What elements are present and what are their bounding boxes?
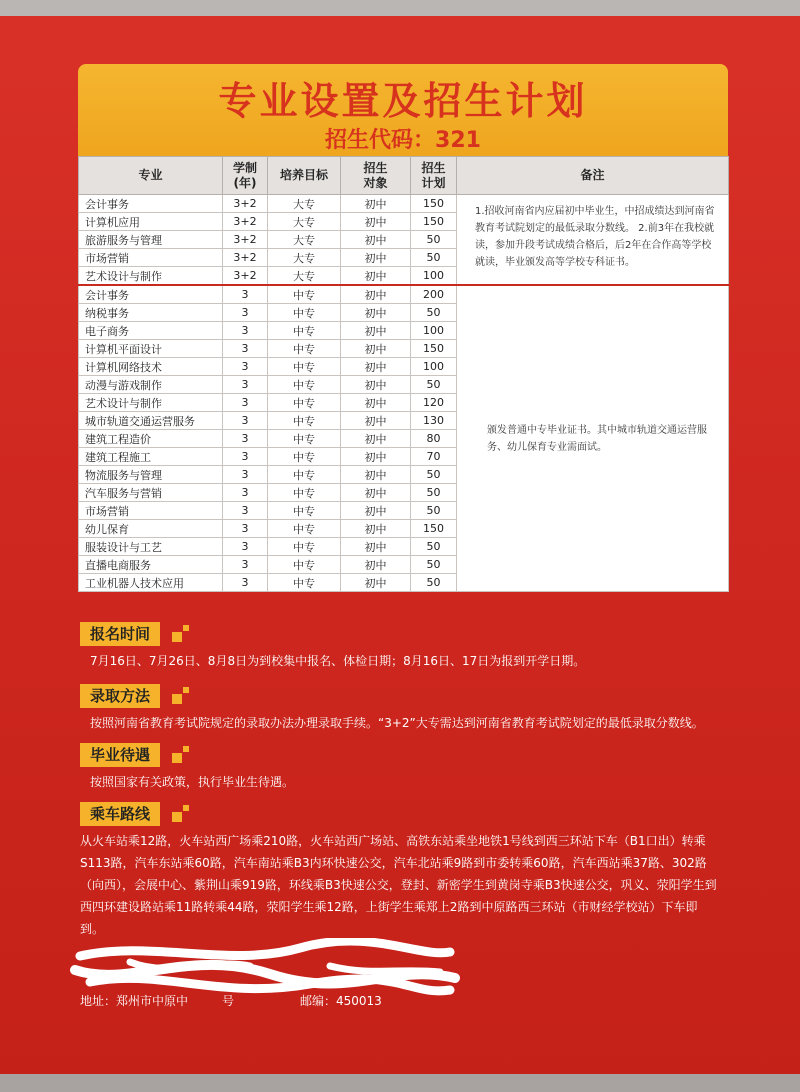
top-margin [0, 0, 800, 16]
cell-major: 汽车服务与营销 [79, 484, 223, 502]
enrollment-code: 招生代码：321 [325, 128, 481, 153]
table-header-cell: 专业 [79, 157, 223, 195]
cell-years: 3 [223, 394, 268, 412]
registration-text: 7月16日、7月26日、8月8日为到校集中报名、体检日期；8月16日、17日为报到开学日期。 [90, 654, 586, 668]
table-row [79, 285, 729, 304]
cell-goal: 中专 [268, 394, 341, 412]
registration-section [80, 622, 585, 672]
table-header-cell: 学制 (年) [223, 157, 268, 195]
cell-target: 初中 [341, 556, 411, 574]
cell-goal: 中专 [268, 322, 341, 340]
cell-goal: 中专 [268, 340, 341, 358]
cell-years: 3 [223, 538, 268, 556]
cell-target: 初中 [341, 195, 411, 213]
cell-goal: 大专 [268, 267, 341, 286]
table-row [79, 195, 729, 213]
cell-plan: 100 [411, 322, 457, 340]
route-text: 从火车站乘12路，火车站西广场乘210路，火车站西广场站、高铁东站乘坐地铁1号线到西三环站下车（B1口出）转乘S113路，汽车东站乘60路，汽车南站乘B3内环快速公交，汽车北站乘9路到市委转乘60路，汽车西站乘37路、302路（向西），会展中心、紫荆山乘919路，环线乘B3快速公交，登封、新密学生到黄岗寺乘B3快速公交，巩义、荥阳学生到西四环建设路站乘11路转乘44路，荥阳学生乘12路，上街学生乘郑上2路到中原路西三环站（市财经学校站）下车即到。 [80, 834, 717, 936]
cell-years: 3 [223, 285, 268, 304]
cell-major: 计算机网络技术 [79, 358, 223, 376]
admission-section [80, 684, 704, 734]
cell-major: 建筑工程造价 [79, 430, 223, 448]
cell-plan: 70 [411, 448, 457, 466]
cell-plan: 50 [411, 249, 457, 267]
cell-years: 3 [223, 430, 268, 448]
cell-goal: 大专 [268, 213, 341, 231]
cell-target: 初中 [341, 358, 411, 376]
cell-major: 会计事务 [79, 285, 223, 304]
table-header-cell: 招生 计划 [411, 157, 457, 195]
cell-target: 初中 [341, 466, 411, 484]
cell-major: 计算机平面设计 [79, 340, 223, 358]
cell-major: 纳税事务 [79, 304, 223, 322]
cell-years: 3+2 [223, 213, 268, 231]
cell-years: 3+2 [223, 231, 268, 249]
cell-years: 3 [223, 376, 268, 394]
remark-cell: 1.招收河南省内应届初中毕业生，中招成绩达到河南省教育考试院划定的最低录取分数线。 2.前3年在我校就读，参加升段考试成绩合格后，后2年在合作高等学校就读，毕业颁发高等学校专科证书。 [457, 195, 729, 286]
cell-years: 3 [223, 484, 268, 502]
enrollment-table [78, 156, 729, 592]
cell-plan: 50 [411, 304, 457, 322]
cell-plan: 50 [411, 484, 457, 502]
cell-plan: 50 [411, 556, 457, 574]
graduation-text: 按照国家有关政策，执行毕业生待遇。 [90, 775, 295, 789]
cell-target: 初中 [341, 249, 411, 267]
table-header-cell: 培养目标 [268, 157, 341, 195]
cell-years: 3 [223, 358, 268, 376]
cell-goal: 中专 [268, 304, 341, 322]
remark-cell: 颁发普通中专毕业证书。其中城市轨道交通运营服务、幼儿保育专业需面试。 [457, 285, 729, 592]
cell-plan: 100 [411, 358, 457, 376]
cell-plan: 50 [411, 538, 457, 556]
cell-goal: 中专 [268, 538, 341, 556]
cell-target: 初中 [341, 574, 411, 592]
cell-target: 初中 [341, 304, 411, 322]
cell-plan: 50 [411, 231, 457, 249]
cell-goal: 大专 [268, 249, 341, 267]
cell-plan: 150 [411, 520, 457, 538]
cell-major: 市场营销 [79, 249, 223, 267]
cell-goal: 中专 [268, 376, 341, 394]
cell-major: 物流服务与管理 [79, 466, 223, 484]
cell-target: 初中 [341, 520, 411, 538]
page-title: 专业设置及招生计划 [218, 79, 588, 123]
cell-years: 3 [223, 520, 268, 538]
cell-major: 艺术设计与制作 [79, 267, 223, 286]
cell-years: 3 [223, 556, 268, 574]
cell-goal: 中专 [268, 285, 341, 304]
cell-target: 初中 [341, 430, 411, 448]
cell-years: 3 [223, 412, 268, 430]
cell-plan: 50 [411, 466, 457, 484]
cell-goal: 中专 [268, 430, 341, 448]
graduation-section [80, 743, 294, 793]
cell-target: 初中 [341, 340, 411, 358]
cell-major: 直播电商服务 [79, 556, 223, 574]
cell-goal: 中专 [268, 574, 341, 592]
cell-goal: 大专 [268, 195, 341, 213]
cell-goal: 中专 [268, 358, 341, 376]
cell-major: 动漫与游戏制作 [79, 376, 223, 394]
cell-target: 初中 [341, 322, 411, 340]
cell-target: 初中 [341, 285, 411, 304]
address-line [80, 992, 234, 1009]
cell-plan: 150 [411, 213, 457, 231]
route-section [80, 802, 160, 826]
cell-plan: 150 [411, 195, 457, 213]
cell-plan: 130 [411, 412, 457, 430]
cell-major: 会计事务 [79, 195, 223, 213]
cell-plan: 50 [411, 502, 457, 520]
cell-major: 艺术设计与制作 [79, 394, 223, 412]
cell-target: 初中 [341, 502, 411, 520]
cell-goal: 中专 [268, 556, 341, 574]
cell-years: 3 [223, 448, 268, 466]
cell-goal: 中专 [268, 484, 341, 502]
cell-major: 电子商务 [79, 322, 223, 340]
registration-title: 报名时间 [80, 622, 160, 646]
cell-plan: 50 [411, 376, 457, 394]
cell-years: 3 [223, 340, 268, 358]
cell-major: 建筑工程施工 [79, 448, 223, 466]
enrollment-table-wrapper [78, 156, 728, 592]
cell-plan: 150 [411, 340, 457, 358]
table-header-row [79, 157, 729, 195]
cell-goal: 中专 [268, 448, 341, 466]
table-header-cell: 招生 对象 [341, 157, 411, 195]
cell-plan: 100 [411, 267, 457, 286]
cell-goal: 中专 [268, 502, 341, 520]
bottom-margin [0, 1074, 800, 1092]
cell-target: 初中 [341, 213, 411, 231]
cell-major: 工业机器人技术应用 [79, 574, 223, 592]
graduation-title: 毕业待遇 [80, 743, 160, 767]
cell-major: 幼儿保育 [79, 520, 223, 538]
cell-goal: 中专 [268, 466, 341, 484]
cell-major: 服装设计与工艺 [79, 538, 223, 556]
table-body [79, 195, 729, 592]
cell-years: 3 [223, 322, 268, 340]
cell-major: 市场营销 [79, 502, 223, 520]
route-title: 乘车路线 [80, 802, 160, 826]
cell-goal: 中专 [268, 520, 341, 538]
table-header-cell: 备注 [457, 157, 729, 195]
zip-code: 邮编：450013 [300, 994, 382, 1008]
cell-years: 3+2 [223, 267, 268, 286]
cell-years: 3 [223, 574, 268, 592]
address-tail: 号 [222, 994, 235, 1008]
cell-years: 3+2 [223, 195, 268, 213]
cell-years: 3 [223, 466, 268, 484]
cell-years: 3 [223, 304, 268, 322]
admission-title: 录取方法 [80, 684, 160, 708]
cell-target: 初中 [341, 448, 411, 466]
cell-target: 初中 [341, 267, 411, 286]
cell-major: 城市轨道交通运营服务 [79, 412, 223, 430]
cell-plan: 50 [411, 574, 457, 592]
cell-goal: 大专 [268, 231, 341, 249]
cell-target: 初中 [341, 231, 411, 249]
cell-target: 初中 [341, 412, 411, 430]
cell-major: 旅游服务与管理 [79, 231, 223, 249]
admission-text: 按照河南省教育考试院规定的录取办法办理录取手续。“3+2”大专需达到河南省教育考试院划定的最低录取分数线。 [90, 716, 704, 730]
cell-target: 初中 [341, 484, 411, 502]
cell-plan: 80 [411, 430, 457, 448]
cell-years: 3 [223, 502, 268, 520]
cell-target: 初中 [341, 394, 411, 412]
header-banner [78, 64, 728, 156]
cell-target: 初中 [341, 538, 411, 556]
cell-years: 3+2 [223, 249, 268, 267]
cell-plan: 200 [411, 285, 457, 304]
cell-target: 初中 [341, 376, 411, 394]
address-text: 地址：郑州市中原中 [80, 994, 189, 1008]
cell-major: 计算机应用 [79, 213, 223, 231]
cell-plan: 120 [411, 394, 457, 412]
cell-goal: 中专 [268, 412, 341, 430]
